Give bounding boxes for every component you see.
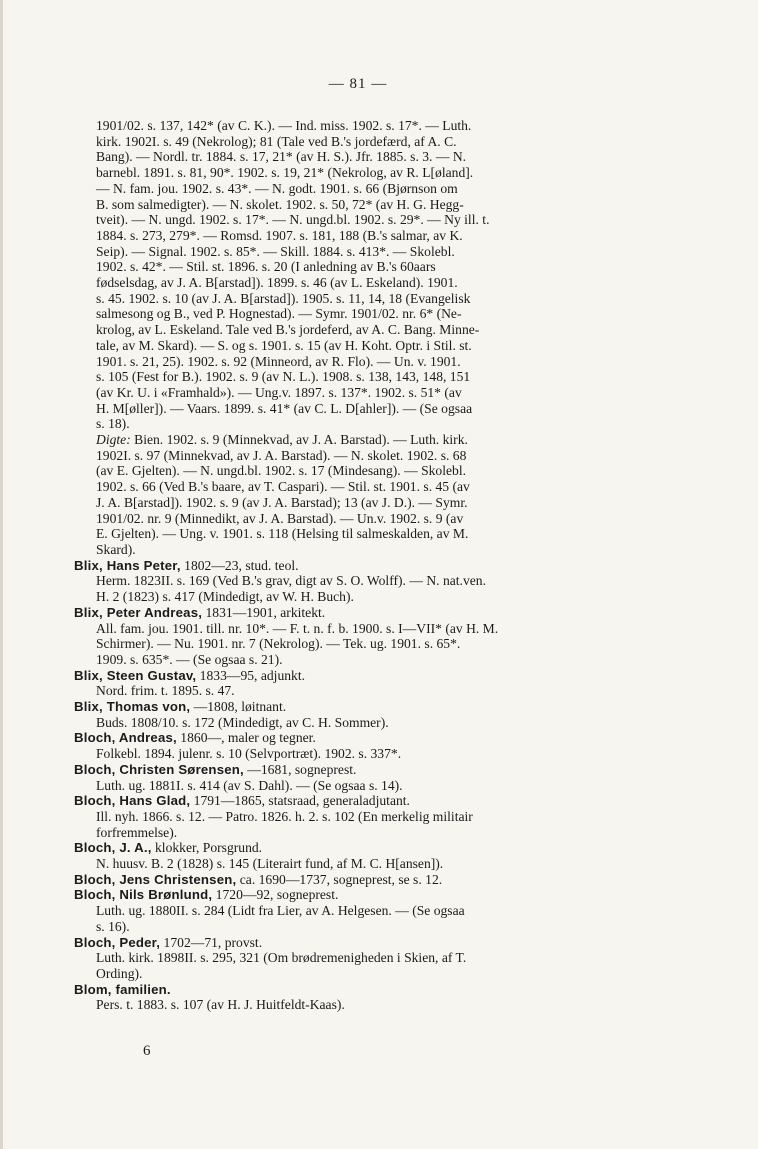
entry-description: ca. 1690—1737, sogneprest, se s. 12.: [236, 871, 443, 887]
reference-line: E. Gjelten). — Ung. v. 1901. s. 118 (Helsing til salmeskalden, av M.: [96, 526, 469, 542]
reference-line: salmesong og B., ved P. Hognestad). — Symr. 1901/02. nr. 6* (Ne-: [96, 306, 462, 322]
reference-line: J. A. B[arstad]). 1902. s. 9 (av J. A. Barstad); 13 (av J. D.). — Symr.: [96, 494, 468, 510]
reference-line: 1902. s. 66 (Ved B.'s baare, av T. Caspari). — Stil. st. 1901. s. 45 (av: [96, 479, 470, 495]
entry-heading: [74, 887, 646, 903]
page-number: — 81 —: [328, 76, 388, 92]
entry-heading: [74, 730, 646, 746]
reference-line: Luth. kirk. 1898II. s. 295, 321 (Om brødremenigheden i Skien, af T.: [96, 950, 467, 966]
reference-line: krolog, av L. Eskeland. Tale ved B.'s jordeferd, av A. C. Bang. Minne-: [96, 322, 480, 338]
reference-line: Schirmer). — Nu. 1901. nr. 7 (Nekrolog). — Tek. ug. 1901. s. 65*.: [96, 636, 461, 652]
reference-line: 1884. s. 273, 279*. — Romsd. 1907. s. 181, 188 (B.'s salmar, av K.: [96, 227, 463, 243]
reference-line: Pers. t. 1883. s. 107 (av H. J. Huitfeldt-Kaas).: [96, 997, 345, 1013]
reference-line: — N. fam. jou. 1902. s. 43*. — N. godt. 1901. s. 66 (Bjørnson om: [96, 180, 458, 196]
reference-line: forfremmelse).: [96, 824, 178, 840]
person-name: Bloch, Christen Sørensen,: [74, 761, 244, 777]
reference-line: Ill. nyh. 1866. s. 12. — Patro. 1826. h. 2. s. 102 (En merkelig militair: [96, 808, 473, 824]
reference-line: B. som salmedigter). — N. skolet. 1902. s. 50, 72* (av H. G. Hegg-: [96, 196, 464, 212]
reference-line: 1901/02. s. 137, 142* (av C. K.). — Ind. miss. 1902. s. 17*. — Luth.: [96, 118, 472, 133]
reference-line: 1909. s. 635*. — (Se ogsaa s. 21).: [96, 651, 283, 667]
entry-heading: [74, 762, 646, 778]
reference-line: kirk. 1902I. s. 49 (Nekrolog); 81 (Tale ved B.'s jordefærd, af A. C.: [96, 133, 457, 149]
reference-line: Seip). — Signal. 1902. s. 85*. — Skill. 1884. s. 413*. — Skolebl.: [96, 243, 455, 259]
reference-line: Luth. ug. 1880II. s. 284 (Lidt fra Lier, av A. Helgesen. — (Se ogsaa: [96, 903, 465, 919]
sheet-signature: 6: [143, 1043, 151, 1059]
entry-description: 1860—, maler og tegner.: [176, 730, 316, 746]
reference-line: barnebl. 1891. s. 81, 90*. 1902. s. 19, 21* (Nekrolog, av R. L[øland].: [96, 165, 474, 181]
person-name: Blom, familien.: [74, 981, 171, 997]
reference-line: tale, av M. Skard). — S. og s. 1901. s. 15 (av H. Koht. Optr. i Stil. st.: [96, 337, 472, 353]
entry-heading: [74, 668, 646, 684]
reference-line: s. 18).: [96, 416, 130, 432]
reference-line: 1902I. s. 97 (Minnekvad, av J. A. Barstad). — N. skolet. 1902. s. 68: [96, 447, 467, 463]
person-name: Blix, Hans Peter,: [74, 557, 181, 573]
person-name: Bloch, Andreas,: [74, 730, 177, 746]
reference-line: 1901/02. nr. 9 (Minnedikt, av J. A. Barstad). — Un.v. 1902. s. 9 (av: [96, 510, 464, 526]
entry-description: —1808, løitnant.: [190, 699, 287, 715]
reference-line: Luth. ug. 1881I. s. 414 (av S. Dahl). — (Se ogsaa s. 14).: [96, 777, 403, 793]
entry-heading: [74, 935, 646, 951]
reference-line: All. fam. jou. 1901. till. nr. 10*. — F. t. n. f. b. 1900. s. I—VII* (av H. M.: [96, 620, 499, 636]
entry-heading: [74, 840, 646, 856]
page-edge: [0, 0, 3, 1149]
index-text: [74, 118, 646, 1013]
reference-line: tveit). — N. ungd. 1902. s. 17*. — N. ungd.bl. 1902. s. 29*. — Ny ill. t.: [96, 212, 490, 228]
reference-line: Skard).: [96, 541, 136, 557]
entry-description: 1702—71, provst.: [160, 934, 263, 950]
reference-line: 1902. s. 42*. — Stil. st. 1896. s. 20 (I anledning av B.'s 60aars: [96, 259, 436, 275]
entry-heading: [74, 605, 646, 621]
subsection-label: Digte:: [96, 432, 131, 448]
entry-description: 1831—1901, arkitekt.: [202, 604, 326, 620]
reference-line: N. huusv. B. 2 (1828) s. 145 (Literairt fund, af M. C. H[ansen]).: [96, 856, 444, 872]
person-name: Blix, Thomas von,: [74, 699, 191, 715]
entry-description: 1720—92, sogneprest.: [212, 887, 339, 903]
reference-line: Buds. 1808/10. s. 172 (Mindedigt, av C. H. Sommer).: [96, 714, 389, 730]
reference-line: s. 105 (Fest for B.). 1902. s. 9 (av N. L.). 1908. s. 138, 143, 148, 151: [96, 369, 471, 385]
entry-heading: [74, 872, 646, 888]
reference-line: (av E. Gjelten). — N. ungd.bl. 1902. s. 17 (Mindesang). — Skolebl.: [96, 463, 467, 479]
reference-line: 1901. s. 21, 25). 1902. s. 92 (Minneord, av R. Flo). — Un. v. 1901.: [96, 353, 461, 369]
person-name: Bloch, Hans Glad,: [74, 793, 191, 809]
person-name: Bloch, Nils Brønlund,: [74, 887, 213, 903]
reference-line: (av Kr. U. i «Framhald»). — Ung.v. 1897. s. 137*. 1902. s. 51* (av: [96, 384, 462, 400]
person-name: Bloch, Peder,: [74, 934, 161, 950]
subsection-text: Bien. 1902. s. 9 (Minnekvad, av J. A. Barstad). — Luth. kirk.: [130, 432, 468, 448]
reference-line: s. 16).: [96, 918, 130, 934]
entry-description: —1681, sogneprest.: [243, 761, 357, 777]
entry-description: 1802—23, stud. teol.: [180, 557, 299, 573]
reference-line: Nord. frim. t. 1895. s. 47.: [96, 683, 235, 699]
reference-line: H. M[øller]). — Vaars. 1899. s. 41* (av C. L. D[ahler]). — (Se ogsaa: [96, 400, 473, 416]
entry-description: klokker, Porsgrund.: [151, 840, 263, 856]
reference-line: Herm. 1823II. s. 169 (Ved B.'s grav, digt av S. O. Wolff). — N. nat.ven.: [96, 573, 486, 589]
entry-heading: [74, 699, 646, 715]
reference-line: Ording).: [96, 965, 143, 981]
entry-description: 1833—95, adjunkt.: [196, 667, 306, 683]
reference-line: Bang). — Nordl. tr. 1884. s. 17, 21* (av H. S.). Jfr. 1885. s. 3. — N.: [96, 149, 467, 165]
reference-line: H. 2 (1823) s. 417 (Mindedigt, av W. H. Buch).: [96, 589, 354, 605]
subsection-line: [74, 432, 646, 448]
entry-heading: [74, 793, 646, 809]
reference-line: Folkebl. 1894. julenr. s. 10 (Selvportræt). 1902. s. 337*.: [96, 746, 402, 762]
person-name: Blix, Steen Gustav,: [74, 667, 197, 683]
reference-line: s. 45. 1902. s. 10 (av J. A. B[arstad]). 1905. s. 11, 14, 18 (Evangelisk: [96, 290, 471, 306]
reference-line: fødselsdag, av J. A. B[arstad]). 1899. s. 46 (av L. Eskeland). 1901.: [96, 275, 458, 291]
person-name: Blix, Peter Andreas,: [74, 604, 203, 620]
person-name: Bloch, J. A.,: [74, 840, 152, 856]
entry-description: 1791—1865, statsraad, generaladjutant.: [190, 793, 410, 809]
entry-heading: [74, 982, 646, 998]
person-name: Bloch, Jens Christensen,: [74, 871, 237, 887]
entry-heading: [74, 558, 646, 574]
